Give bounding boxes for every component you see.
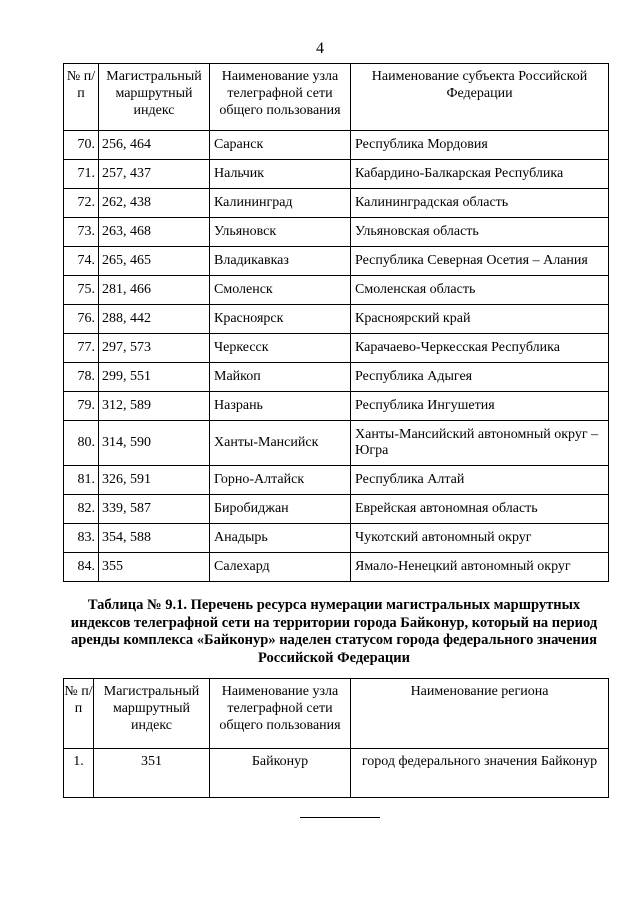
row-number: 72. bbox=[64, 189, 99, 218]
row-number: 76. bbox=[64, 305, 99, 334]
routing-index: 299, 551 bbox=[99, 363, 210, 392]
header-number: № п/п bbox=[64, 679, 94, 749]
node-name: Биробиджан bbox=[210, 495, 351, 524]
node-name: Назрань bbox=[210, 392, 351, 421]
routing-index: 354, 588 bbox=[99, 524, 210, 553]
subject-name: Ямало-Ненецкий автономный округ bbox=[351, 553, 609, 582]
subject-name: Республика Мордовия bbox=[351, 131, 609, 160]
table-row bbox=[64, 160, 609, 189]
node-name: Майкоп bbox=[210, 363, 351, 392]
routing-index: 314, 590 bbox=[99, 421, 210, 466]
subject-name: Красноярский край bbox=[351, 305, 609, 334]
table-row bbox=[64, 749, 609, 798]
node-name: Владикавказ bbox=[210, 247, 351, 276]
table-body bbox=[64, 131, 609, 582]
subject-name: Еврейская автономная область bbox=[351, 495, 609, 524]
row-number: 71. bbox=[64, 160, 99, 189]
row-number: 73. bbox=[64, 218, 99, 247]
routing-index: 351 bbox=[94, 749, 210, 798]
node-name: Смоленск bbox=[210, 276, 351, 305]
table-header-row bbox=[64, 64, 609, 131]
row-number: 82. bbox=[64, 495, 99, 524]
node-name: Черкесск bbox=[210, 334, 351, 363]
header-subject-name: Наименование субъекта Российской Федерации bbox=[351, 64, 609, 131]
subject-name: Республика Алтай bbox=[351, 466, 609, 495]
header-number: № п/п bbox=[64, 64, 99, 131]
table-row bbox=[64, 524, 609, 553]
routing-index: 297, 573 bbox=[99, 334, 210, 363]
table-row bbox=[64, 305, 609, 334]
subject-name: Смоленская область bbox=[351, 276, 609, 305]
region-name: город федерального значения Байконур bbox=[351, 749, 609, 798]
node-name: Салехард bbox=[210, 553, 351, 582]
row-number: 80. bbox=[64, 421, 99, 466]
row-number: 81. bbox=[64, 466, 99, 495]
baikonur-index-table bbox=[63, 678, 609, 798]
routing-index: 262, 438 bbox=[99, 189, 210, 218]
node-name: Ульяновск bbox=[210, 218, 351, 247]
subject-name: Чукотский автономный округ bbox=[351, 524, 609, 553]
subject-name: Калининградская область bbox=[351, 189, 609, 218]
routing-index: 257, 437 bbox=[99, 160, 210, 189]
row-number: 75. bbox=[64, 276, 99, 305]
node-name: Горно-Алтайск bbox=[210, 466, 351, 495]
routing-index: 355 bbox=[99, 553, 210, 582]
header-node-name: Наименование узла телеграфной сети общего пользования bbox=[210, 679, 351, 749]
routing-index: 326, 591 bbox=[99, 466, 210, 495]
table-row bbox=[64, 334, 609, 363]
node-name: Нальчик bbox=[210, 160, 351, 189]
table-row bbox=[64, 131, 609, 160]
subject-name: Республика Северная Осетия – Алания bbox=[351, 247, 609, 276]
routing-index: 288, 442 bbox=[99, 305, 210, 334]
subject-name: Кабардино-Балкарская Республика bbox=[351, 160, 609, 189]
table-row bbox=[64, 247, 609, 276]
footer-divider bbox=[300, 817, 380, 818]
routing-index: 263, 468 bbox=[99, 218, 210, 247]
routing-index-table bbox=[63, 63, 609, 582]
header-node-name: Наименование узла телеграфной сети общего пользования bbox=[210, 64, 351, 131]
subject-name: Карачаево-Черкесская Республика bbox=[351, 334, 609, 363]
node-name: Байконур bbox=[210, 749, 351, 798]
header-region-name: Наименование региона bbox=[351, 679, 609, 749]
routing-index: 312, 589 bbox=[99, 392, 210, 421]
node-name: Калининград bbox=[210, 189, 351, 218]
table-row bbox=[64, 363, 609, 392]
page-number: 4 bbox=[316, 40, 324, 57]
subject-name: Республика Адыгея bbox=[351, 363, 609, 392]
routing-index: 281, 466 bbox=[99, 276, 210, 305]
table-row bbox=[64, 276, 609, 305]
routing-index: 256, 464 bbox=[99, 131, 210, 160]
subject-name: Республика Ингушетия bbox=[351, 392, 609, 421]
table-row bbox=[64, 466, 609, 495]
table-row bbox=[64, 218, 609, 247]
routing-index: 339, 587 bbox=[99, 495, 210, 524]
row-number: 74. bbox=[64, 247, 99, 276]
row-number: 83. bbox=[64, 524, 99, 553]
subject-name: Ханты-Мансийский автономный округ – Югра bbox=[351, 421, 609, 466]
table-row bbox=[64, 495, 609, 524]
node-name: Красноярск bbox=[210, 305, 351, 334]
table-row bbox=[64, 189, 609, 218]
row-number: 84. bbox=[64, 553, 99, 582]
table-row bbox=[64, 392, 609, 421]
subject-name: Ульяновская область bbox=[351, 218, 609, 247]
table-9-1-title: Таблица № 9.1. Перечень ресурса нумерации магистральных маршрутных индексов телеграфной сети на территории города Байконур, который на период аренды комплекса «Байконур» наделен статусом города федерального значения Российской Федерации bbox=[70, 597, 598, 666]
node-name: Анадырь bbox=[210, 524, 351, 553]
row-number: 70. bbox=[64, 131, 99, 160]
header-routing-index: Магистральный маршрутный индекс bbox=[94, 679, 210, 749]
node-name: Ханты-Мансийск bbox=[210, 421, 351, 466]
row-number: 79. bbox=[64, 392, 99, 421]
row-number: 1. bbox=[64, 749, 94, 798]
row-number: 77. bbox=[64, 334, 99, 363]
table-row bbox=[64, 421, 609, 466]
node-name: Саранск bbox=[210, 131, 351, 160]
row-number: 78. bbox=[64, 363, 99, 392]
routing-index: 265, 465 bbox=[99, 247, 210, 276]
table-header-row bbox=[64, 679, 609, 749]
table-row bbox=[64, 553, 609, 582]
header-routing-index: Магистральный маршрутный индекс bbox=[99, 64, 210, 131]
